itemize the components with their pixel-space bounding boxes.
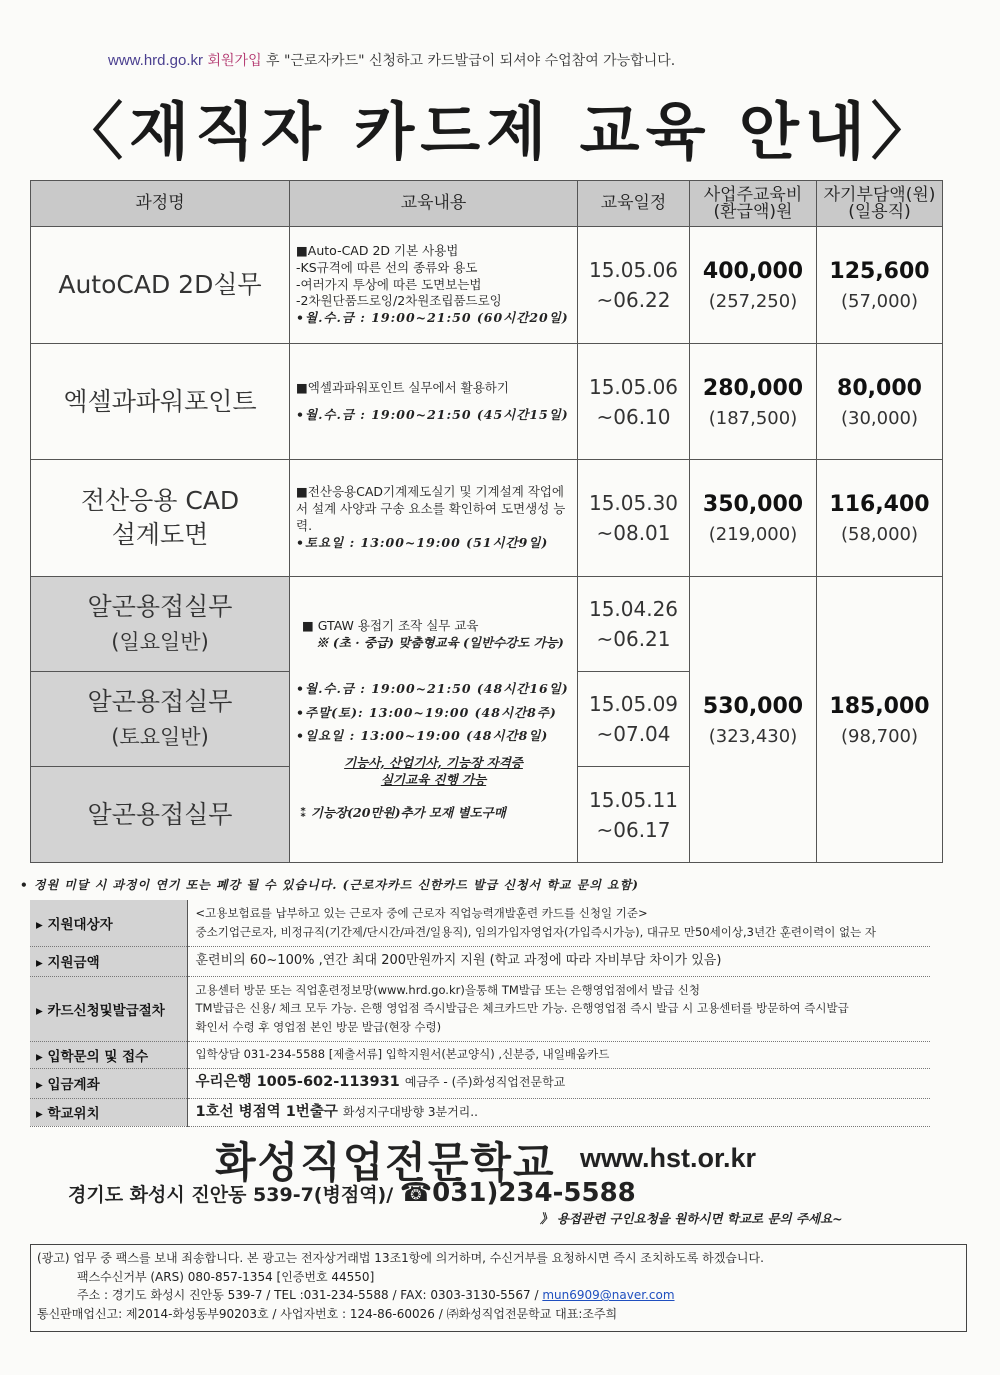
footer-contact: 주소 : 경기도 화성시 진안동 539-7 / TEL :031-234-5588 / FAX: 0303-3130-5567 / (77, 1288, 543, 1303)
info-line: TM발급은 신용/ 체크 모두 가능. 은행 영업점 즉시발급은 체크카드만 가능. 은행영업점 즉시 발급 시 고용센터를 방문하여 즉시발급 (195, 1001, 849, 1016)
closure-notice: • 정원 미달 시 과정이 연기 또는 폐강 될 수 있습니다. (근로자카드 신한카드 발급 신청서 학교 문의 요함) (20, 878, 639, 892)
date-start: 15.05.30 (588, 491, 679, 515)
info-label: ▸ 지원대상자 (30, 900, 187, 946)
refund-value: (187,500) (708, 407, 798, 429)
content-note: ※ (초 · 중급) 맞춤형교육 (일반수강도 가능) (316, 634, 564, 650)
location-value: 1호선 병점역 1번출구 (195, 1103, 338, 1120)
phone-number[interactable]: ☎031)234-5588 (399, 1178, 636, 1208)
footer-line: 통신판매업신고: 제2014-화성동부90203호 / 사업자번호 : 124-86-60026 / ㈜화성직업전문학교 대표:조주희 (37, 1306, 618, 1321)
fee-value: 350,000 (702, 492, 804, 517)
date-end: ~06.17 (596, 817, 671, 842)
course-name-line2: 설계도면 (111, 520, 209, 549)
course-self (817, 344, 943, 460)
content-line: -여러가지 투상에 따른 도면보는법 (296, 276, 482, 292)
date-start: 15.05.06 (588, 258, 679, 282)
header-fee (690, 181, 817, 227)
course-content (290, 344, 578, 460)
course-content (290, 460, 578, 577)
course-dates (578, 344, 690, 460)
fee-value: 400,000 (702, 259, 804, 284)
date-end: ~07.04 (596, 722, 671, 746)
info-value (187, 976, 930, 1041)
account-holder: 예금주 - (주)화성직업전문학교 (404, 1075, 566, 1090)
extra-note (296, 805, 571, 822)
course-content (290, 227, 578, 344)
course-dates (578, 460, 690, 577)
info-row (30, 1041, 930, 1068)
footer-line: (광고) 업무 중 팩스를 보내 죄송합니다. 본 광고는 전자상거래법 13조1항에 의거하며, 수신거부를 요청하시면 즉시 조치하도록 하겠습니다. (37, 1251, 764, 1265)
header-content: 교육내용 (290, 181, 578, 227)
footer-line: 팩스수신거부 (ARS) 080-857-1354 [인증번호 44550] (77, 1269, 375, 1284)
course-name-line2: (일요일반) (111, 630, 209, 654)
course-table (30, 180, 943, 863)
course-dates (578, 672, 690, 767)
info-value (187, 1098, 930, 1126)
schedule-line: •토요일 : 13:00~19:00 (51시간9일) (296, 534, 549, 550)
school-website[interactable]: www.hst.or.kr (580, 1143, 757, 1173)
content-line: -2차원단품드로잉/2차원조립품드로잉 (296, 293, 502, 309)
course-name (31, 672, 290, 767)
info-line: <고용보험료를 납부하고 있는 근로자 중에 근로자 직업능력개발훈련 카드를 신청일 기준> (195, 906, 648, 921)
schedule-line: •월.수.금 : 19:00~21:50 (45시간15일) (296, 406, 569, 422)
footer-email[interactable]: mun6909@naver.com (542, 1288, 675, 1303)
header-fee-line1: 사업주교육비 (703, 184, 803, 205)
info-label: ▸ 카드신청및발급절차 (30, 976, 187, 1041)
page-title: 〈재직자 카드제 교육 안내〉 (61, 95, 939, 168)
self-value: 185,000 (829, 693, 930, 719)
date-start: 15.05.06 (588, 374, 679, 399)
refund-value: (323,430) (708, 725, 798, 747)
welding-ad: 》 용접관련 구인요청을 원하시면 학교로 문의 주세요~ (540, 1211, 843, 1226)
table-row (31, 460, 943, 577)
course-name: AutoCAD 2D실무 (31, 227, 290, 344)
school-address (68, 1178, 636, 1208)
info-label: ▸ 지원금액 (30, 946, 187, 976)
date-start: 15.04.26 (588, 597, 679, 621)
content-line: ■Auto-CAD 2D 기본 사용법 (296, 242, 459, 258)
schedule-line: •일요일 : 13:00~19:00 (48시간8일) (296, 727, 549, 743)
extra-text: 기능장(20만원)추가 모재 별도구매 (310, 804, 506, 820)
info-value: 훈련비의 60~100% ,연간 최대 200만원까지 지원 (학교 과정에 따라 자비부담 차이가 있음) (187, 946, 930, 976)
header-self (817, 181, 943, 227)
course-dates (578, 577, 690, 672)
info-row (30, 1098, 930, 1126)
hrd-site-link[interactable]: www.hrd.go.kr (108, 52, 204, 69)
header-self-line2: (일용직) (848, 201, 911, 222)
content-line: -KS규격에 따른 선의 종류와 용도 (296, 259, 478, 275)
course-name-line1: 알곤용접실무 (87, 687, 233, 717)
cert-line1: 기능사, 산업기사, 기능장 자격증 (344, 754, 523, 770)
welding-content (290, 577, 578, 863)
account-number: 우리은행 1005-602-113931 (195, 1074, 400, 1091)
course-name-line2: (토요일반) (111, 725, 209, 749)
school-name: 화성직업전문학교 (215, 1138, 556, 1187)
self-daily-value: (30,000) (840, 407, 919, 429)
location-detail: 화성지구대방향 3분거리.. (342, 1104, 478, 1119)
course-self (817, 227, 943, 344)
self-value: 80,000 (837, 375, 922, 401)
cert-line2: 실기교육 진행 가능 (380, 771, 487, 787)
course-name-line1: 알곤용접실무 (87, 592, 233, 622)
date-end: ~06.21 (596, 627, 671, 651)
content-line: ■엑셀과파워포인트 실무에서 활용하기 (296, 379, 509, 395)
date-end: ~06.10 (596, 404, 671, 429)
info-row (30, 946, 930, 976)
course-fee (690, 227, 817, 344)
header-self-line1: 자기부담액(원) (823, 184, 936, 205)
info-line: 고용센터 방문 또는 직업훈련정보망(www.hrd.go.kr)을통해 TM발급 또는 은행영업점에서 발급 신청 (195, 982, 701, 997)
table-header-row (31, 181, 943, 227)
info-line: 중소기업근로자, 비정규직(기간제/단시간/파견/일용직), 임의가입자영업자(가입즉시가능), 대규모 만50세이상,3년간 훈련이력이 없는 자 (195, 924, 877, 939)
top-notice (108, 50, 968, 70)
address-text: 경기도 화성시 진안동 539-7(병점역)/ (68, 1184, 394, 1206)
course-self (817, 460, 943, 577)
self-value: 125,600 (829, 259, 930, 284)
info-value (187, 900, 930, 946)
welding-self (817, 577, 943, 863)
date-end: ~08.01 (596, 521, 671, 545)
self-daily-value: (98,700) (840, 725, 919, 747)
table-row (31, 577, 943, 672)
info-value (187, 1068, 930, 1098)
date-end: ~06.22 (596, 288, 671, 312)
info-label: ▸ 학교위치 (30, 1098, 187, 1126)
info-label: ▸ 입금계좌 (30, 1068, 187, 1098)
header-course: 과정명 (31, 181, 290, 227)
asterisk-icon: ⁑ (300, 804, 311, 820)
course-name-line1: 전산응용 CAD (80, 486, 240, 516)
info-value: 입학상담 031-234-5588 [제출서류] 입학지원서(본교양식) ,신분증, 내일배움카드 (187, 1041, 930, 1068)
course-fee (690, 344, 817, 460)
self-daily-value: (58,000) (840, 524, 919, 545)
join-text: 회원가입 (207, 53, 262, 69)
date-start: 15.05.09 (588, 692, 679, 716)
header-period: 교육일정 (578, 181, 690, 227)
header-fee-line2: (환급액)원 (713, 201, 793, 222)
course-name (31, 460, 290, 577)
self-daily-value: (57,000) (840, 291, 919, 312)
refund-value: (219,000) (708, 524, 798, 545)
info-label: ▸ 입학문의 및 접수 (30, 1041, 187, 1068)
course-name: 알곤용접실무 (31, 767, 290, 863)
course-name (31, 577, 290, 672)
fee-value: 280,000 (702, 375, 804, 401)
footer-box (30, 1244, 967, 1332)
schedule-line: •월.수.금 : 19:00~21:50 (60시간20일) (296, 310, 569, 326)
info-table (30, 900, 930, 1127)
table-row (31, 344, 943, 460)
course-fee (690, 460, 817, 577)
course-dates (578, 227, 690, 344)
info-row (30, 1068, 930, 1098)
footer-line (37, 1286, 960, 1305)
welding-fee (690, 577, 817, 863)
self-value: 116,400 (829, 492, 930, 517)
date-start: 15.05.11 (588, 787, 679, 812)
refund-value: (257,250) (708, 291, 798, 312)
course-dates (578, 767, 690, 863)
fee-value: 530,000 (702, 693, 804, 719)
content-line: ■전산응용CAD기계제도실기 및 기계설계 작업에서 설계 사양과 구송 요소를 확인하여 도면생성 능력. (296, 484, 566, 533)
info-row (30, 976, 930, 1041)
content-line: ■ GTAW 용접기 조작 실무 교육 (302, 617, 479, 633)
info-row (30, 900, 930, 946)
top-notice-text: 후 "근로자카드" 신청하고 카드발급이 되셔야 수업참여 가능합니다. (261, 53, 676, 69)
course-name: 엑셀과파워포인트 (31, 344, 290, 460)
info-line: 확인서 수령 후 영업점 본인 방문 발급(현장 수령) (195, 1019, 442, 1034)
schedule-line: •주말(토): 13:00~19:00 (48시간8주) (296, 704, 557, 720)
table-row (31, 227, 943, 344)
schedule-line: •월.수.금 : 19:00~21:50 (48시간16일) (296, 681, 569, 697)
